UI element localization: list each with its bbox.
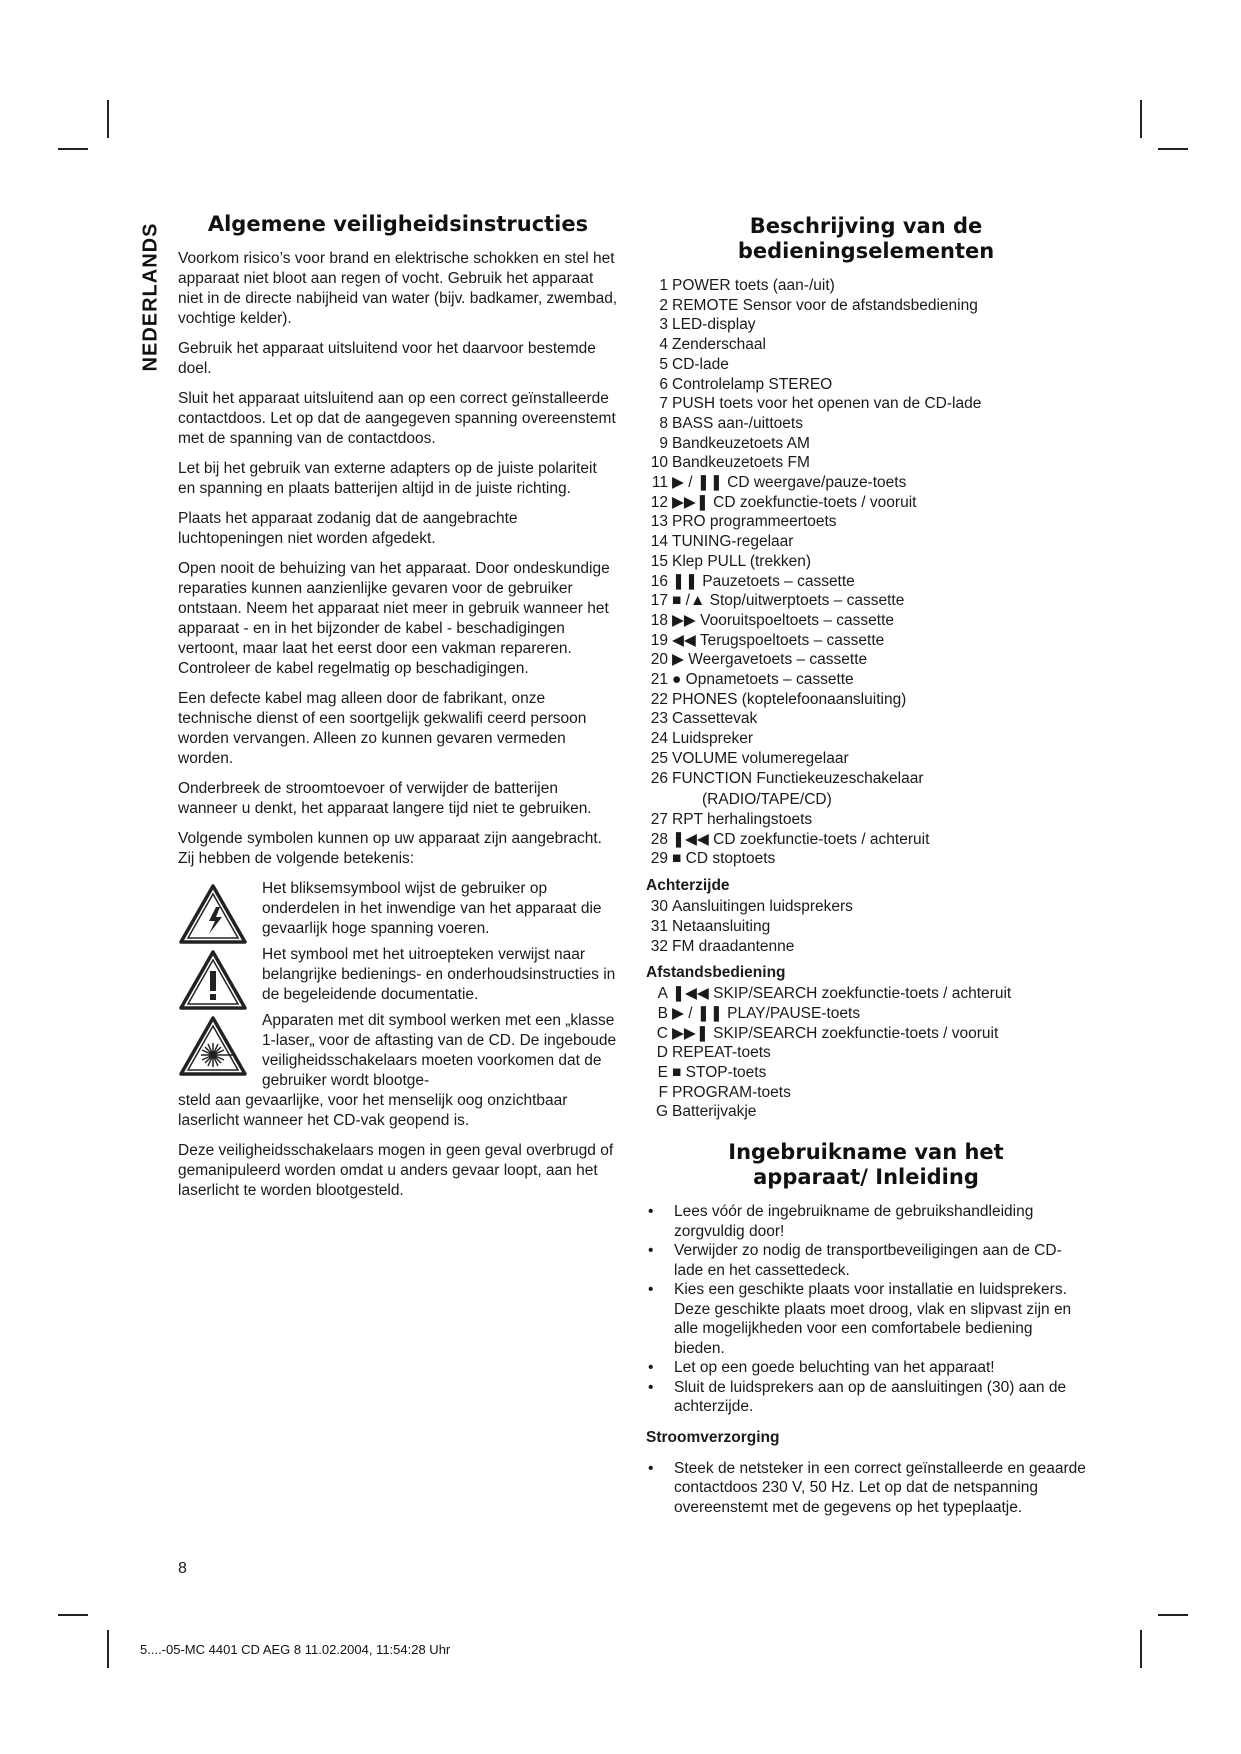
paragraph: Gebruik het apparaat uitsluitend voor het daarvoor bestemde doel.	[178, 340, 596, 377]
power-heading: Stroomverzorging	[646, 1428, 780, 1446]
item-number: 28	[650, 830, 668, 848]
list-item	[646, 434, 1086, 454]
item-text: CD-lade	[672, 355, 729, 373]
crop-mark	[107, 100, 109, 138]
list-item	[646, 512, 1086, 532]
item-number: 24	[650, 730, 668, 748]
list-item	[646, 769, 1086, 789]
item-number: 20	[650, 651, 668, 669]
item-text: Controlelamp STEREO	[672, 375, 833, 393]
symbol-text: Het symbool met het uitroepteken verwijst naar belangrijke bedienings- en onderhoudsinstructies in de begeleidende documentatie.	[262, 946, 616, 1003]
item-number: A	[657, 985, 668, 1003]
controls-list	[646, 276, 1086, 788]
laser-text: Apparaten met dit symbool werken met een „klasse 1-laser„ voor de aftasting van de CD. De ingeboude veiligheidsschakelaars moeten voorkomen dat de gebruiker wordt blootge-	[262, 1012, 617, 1089]
item-text: ▶▶❚ SKIP/SEARCH zoekfunctie-toets / vooruit	[672, 1024, 999, 1042]
item-number: 23	[650, 710, 668, 728]
list-item	[646, 1102, 1086, 1122]
item-number: 26	[650, 769, 668, 787]
list-item	[646, 670, 1086, 690]
lightning-symbol-row	[178, 879, 618, 939]
list-item	[646, 1063, 1086, 1083]
item-number: F	[658, 1083, 668, 1101]
list-item	[646, 552, 1086, 572]
item-text: ▶ / ❚❚ CD weergave/pauze-toets	[672, 474, 907, 492]
list-item	[646, 1024, 1086, 1044]
item-number: C	[656, 1024, 668, 1042]
list-item	[646, 1004, 1086, 1024]
item-text: ◀◀ Terugspoeltoets – cassette	[672, 631, 885, 649]
item-number: 1	[659, 277, 668, 294]
item-number: 9	[659, 434, 668, 452]
crop-mark	[1140, 1630, 1142, 1668]
list-item	[646, 611, 1086, 631]
safety-section	[178, 212, 618, 1211]
list-item: • Verwijder zo nodig de transportbeveiligingen aan de CD-lade en het cassettedeck.	[646, 1241, 1086, 1280]
list-item	[646, 532, 1086, 552]
item-number: 29	[650, 850, 668, 868]
exclamation-symbol-row	[178, 945, 618, 1005]
list-item	[646, 355, 1086, 375]
list-item	[646, 917, 1086, 937]
safety-title: Algemene veiligheidsinstructies	[207, 212, 589, 236]
symbol-text: Het bliksemsymbool wijst de gebruiker op onderdelen in het inwendige van het apparaat die gevaarlijk hoge spanning voeren.	[262, 880, 602, 937]
item-number: 11	[651, 474, 668, 492]
item-number: 2	[659, 296, 668, 314]
paragraph: Let bij het gebruik van externe adapters op de juiste polariteit en spanning en plaats batterijen altijd in de juiste richting.	[178, 460, 597, 497]
item-text: PROGRAM-toets	[672, 1083, 791, 1101]
item-text: ■ /▲ Stop/uitwerptoets – cassette	[672, 592, 905, 610]
item-text: PUSH toets voor het openen van de CD-lade	[672, 395, 982, 413]
item-number: 27	[650, 810, 668, 828]
item-text: VOLUME volumeregelaar	[672, 749, 849, 767]
item-number: 13	[650, 513, 668, 531]
item-text: Bandkeuzetoets AM	[672, 434, 810, 452]
print-footer: 5....-05-MC 4401 CD AEG 8 11.02.2004, 11:54:28 Uhr	[140, 1642, 451, 1657]
paragraph: Volgende symbolen kunnen op uw apparaat zijn aangebracht. Zij hebben de volgende betekenis:	[178, 830, 602, 867]
item-number: G	[655, 1103, 668, 1121]
item-number: 16	[650, 572, 668, 590]
list-item	[646, 810, 1086, 830]
list-item	[646, 650, 1086, 670]
item-text: REMOTE Sensor voor de afstandsbediening	[672, 296, 978, 314]
item-number: D	[656, 1044, 668, 1062]
page-number: 8	[178, 1560, 187, 1577]
exclamation-warning-icon	[178, 949, 248, 1011]
crop-mark	[1158, 148, 1188, 150]
item-text: BASS aan-/uittoets	[672, 414, 803, 432]
item-text: ▶▶ Vooruitspoeltoets – cassette	[672, 611, 895, 629]
list-item: • Let op een goede beluchting van het apparaat!	[646, 1358, 1086, 1378]
item-text: Cassettevak	[672, 710, 758, 728]
list-item	[646, 296, 1086, 316]
list-item	[646, 335, 1086, 355]
item-number: 3	[659, 316, 668, 334]
paragraph: Plaats het apparaat zodanig dat de aangebrachte luchtopeningen niet worden afgedekt.	[178, 510, 518, 547]
list-item	[646, 937, 1086, 957]
item-number: 18	[650, 611, 668, 629]
list-item	[646, 984, 1086, 1004]
item-text: Klep PULL (trekken)	[672, 552, 811, 570]
item-number: 8	[659, 414, 668, 432]
item-text: RPT herhalingstoets	[672, 810, 813, 828]
remote-list	[646, 984, 1086, 1122]
item-number: 15	[650, 552, 668, 570]
crop-mark	[58, 1614, 88, 1616]
item-text: ❚◀◀ CD zoekfunctie-toets / achteruit	[672, 830, 930, 848]
list-item	[646, 315, 1086, 335]
rear-list	[646, 897, 1086, 956]
item-text: ■ STOP-toets	[672, 1064, 767, 1082]
item-text: TUNING-regelaar	[672, 533, 794, 551]
crop-mark	[1140, 100, 1142, 138]
item-text: ▶ / ❚❚ PLAY/PAUSE-toets	[672, 1004, 861, 1022]
item-number: 17	[650, 592, 668, 610]
list-item	[646, 493, 1086, 513]
rear-heading: Achterzijde	[646, 877, 730, 895]
list-item	[646, 631, 1086, 651]
crop-mark	[58, 148, 88, 150]
remote-heading: Afstandsbediening	[646, 964, 786, 982]
item-number: 25	[650, 749, 668, 767]
item-number: 6	[659, 375, 668, 393]
list-item	[646, 414, 1086, 434]
item-text: Luidspreker	[672, 730, 753, 748]
list-item: • Sluit de luidsprekers aan op de aansluitingen (30) aan de achterzijde.	[646, 1378, 1086, 1417]
list-item	[646, 572, 1086, 592]
list-item-continuation: (RADIO/TAPE/CD)	[702, 791, 832, 809]
paragraph: Voorkom risico’s voor brand en elektrische schokken en stel het apparaat niet bloot aan regen of vocht. Gebruik het apparaat niet in de directe nabijheid van water (bijv. badkamer, zwembad, vochtige kelder).	[178, 250, 618, 327]
list-item	[646, 473, 1086, 493]
item-text: PRO programmeertoets	[672, 513, 837, 531]
item-number: E	[657, 1064, 668, 1082]
item-number: 10	[650, 454, 668, 472]
list-item	[646, 690, 1086, 710]
laser-text-continued: steld aan gevaarlijke, voor het menselijk oog onzichtbaar laserlicht wanneer het CD-vak geopend is.	[178, 1092, 568, 1129]
item-text: Zenderschaal	[672, 336, 766, 354]
list-item: • Kies een geschikte plaats voor installatie en luidsprekers. Deze geschikte plaats moet droog, vlak en slipvast zijn en alle mogelijkheden voor een comfortabele bediening bieden.	[646, 1280, 1086, 1358]
item-number: B	[657, 1004, 668, 1022]
list-item	[646, 375, 1086, 395]
item-text: ❚◀◀ SKIP/SEARCH zoekfunctie-toets / achteruit	[672, 985, 1012, 1003]
list-item	[646, 591, 1086, 611]
list-item	[646, 709, 1086, 729]
item-text: POWER toets (aan-/uit)	[672, 277, 835, 294]
power-list	[646, 1459, 1086, 1518]
item-text: FUNCTION Functiekeuzeschakelaar	[672, 769, 924, 787]
list-item	[646, 276, 1086, 296]
laser-symbol-row	[178, 1011, 618, 1131]
paragraph: Deze veiligheidsschakelaars mogen in geen geval overbrugd of gemanipuleerd worden omdat u anders gevaar loopt, aan het laserlicht te worden blootgesteld.	[178, 1142, 614, 1199]
item-number: 31	[650, 917, 668, 935]
list-item: • Lees vóór de ingebruikname de gebruikshandleiding zorgvuldig door!	[646, 1202, 1086, 1241]
startup-title: Ingebruikname van het apparaat/ Inleiding	[728, 1140, 1004, 1190]
item-number: 7	[659, 395, 668, 413]
language-label: NEDERLANDS	[139, 222, 162, 372]
list-item	[646, 830, 1086, 850]
lightning-warning-icon	[178, 883, 248, 945]
language-tab	[139, 212, 163, 382]
item-text: REPEAT-toets	[672, 1044, 771, 1062]
item-number: 30	[650, 898, 668, 916]
paragraph: Sluit het apparaat uitsluitend aan op een correct geïnstalleerde contactdoos. Let op dat de aangegeven spanning overeenstemt met de spanning van de contactdoos.	[178, 390, 616, 447]
list-item	[646, 1043, 1086, 1063]
item-number: 19	[650, 631, 668, 649]
item-text: Bandkeuzetoets FM	[672, 454, 810, 472]
item-number: 12	[650, 493, 668, 511]
list-item	[646, 729, 1086, 749]
list-item	[646, 453, 1086, 473]
paragraph: Open nooit de behuizing van het apparaat. Door ondeskundige reparaties kunnen aanzienlijke gevaren voor de gebruiker ontstaan. Neem het apparaat niet meer in gebruik wanneer het apparaat - en in het bijzonder de kabel - beschadigingen vertoont, maar laat het eerst door een vakman repareren. Controleer de kabel regelmatig op beschadigingen.	[178, 560, 610, 677]
startup-list	[646, 1202, 1086, 1417]
paragraph: Onderbreek de stroomtoevoer of verwijder de batterijen wanneer u denkt, het apparaat langere tijd niet te gebruiken.	[178, 780, 592, 817]
item-number: 14	[650, 533, 668, 551]
crop-mark	[1158, 1614, 1188, 1616]
laser-warning-icon	[178, 1015, 248, 1077]
list-item	[646, 1083, 1086, 1103]
item-text: ❚❚ Pauzetoets – cassette	[672, 572, 855, 590]
item-number: 4	[659, 336, 668, 354]
list-item	[646, 897, 1086, 917]
item-number: 5	[659, 355, 668, 373]
item-text: Aansluitingen luidsprekers	[672, 898, 853, 916]
item-text: ■ CD stoptoets	[672, 850, 776, 868]
item-text: ● Opnametoets – cassette	[672, 671, 854, 689]
item-text: LED-display	[672, 316, 756, 334]
list-item	[646, 749, 1086, 769]
controls-section	[646, 214, 1086, 1527]
item-text: FM draadantenne	[672, 937, 795, 955]
item-number: 21	[650, 671, 668, 689]
item-text: Netaansluiting	[672, 917, 771, 935]
list-item	[646, 849, 1086, 869]
controls-title: Beschrijving van de bedieningselementen	[737, 214, 995, 263]
item-text: Batterijvakje	[672, 1103, 757, 1121]
item-text: PHONES (koptelefoonaansluiting)	[672, 690, 907, 708]
controls-list	[646, 810, 1086, 869]
item-text: ▶▶❚ CD zoekfunctie-toets / vooruit	[672, 493, 917, 511]
item-number: 32	[650, 937, 668, 955]
paragraph: Een defecte kabel mag alleen door de fabrikant, onze technische dienst of een soortgelijk gekwalifi ceerd persoon worden vervangen. Alleen zo kunnen gevaren vermeden worden.	[178, 690, 587, 767]
item-text: ▶ Weergavetoets – cassette	[672, 651, 868, 669]
item-number: 22	[650, 690, 668, 708]
list-item	[646, 394, 1086, 414]
crop-mark	[107, 1630, 109, 1668]
list-item: • Steek de netsteker in een correct geïnstalleerde en geaarde contactdoos 230 V, 50 Hz. Let op dat de netspanning overeenstemt met de gegevens op het typeplaatje.	[646, 1459, 1086, 1518]
